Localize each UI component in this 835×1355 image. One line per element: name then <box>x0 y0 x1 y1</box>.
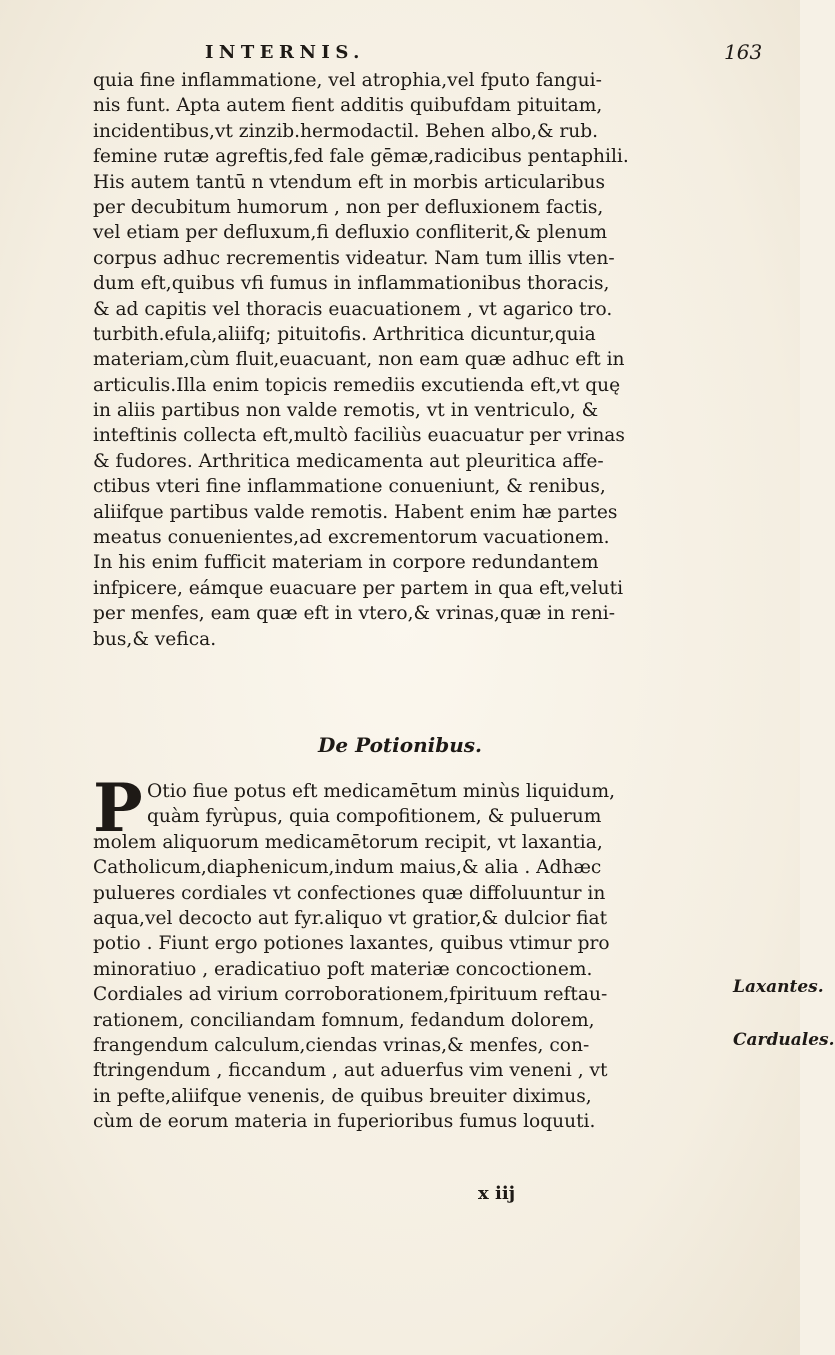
text-line: His autem tantū n vtendum eft in morbis articularibus <box>93 171 606 193</box>
text-line: pulueres cordiales vt confectiones quæ diffoluuntur in <box>93 882 606 904</box>
text-line: cùm de eorum materia in fuperioribus fumus loquuti. <box>93 1111 596 1133</box>
paragraph-2 <box>93 769 743 1134</box>
text-line: incidentibus,vt zinzib.hermodactil. Behen albo,& rub. <box>93 120 599 142</box>
text-line: in pefte,aliifque venenis, de quibus breuiter diximus, <box>93 1085 592 1107</box>
text-line: & ad capitis vel thoracis euacuationem , vt agarico tro. <box>93 298 613 320</box>
text-line: molem aliquorum medicamētorum recipit, vt laxantia, <box>93 831 603 853</box>
running-title: INTERNIS. <box>205 42 365 63</box>
marginal-note-laxantes: Laxantes. <box>733 977 824 997</box>
signature-mark: x iij <box>478 1183 516 1204</box>
text-line: rationem, conciliandam fomnum, fedandum dolorem, <box>93 1009 595 1031</box>
text-line: nis funt. Apta autem fient additis quibufdam pituitam, <box>93 95 603 117</box>
text-line: Catholicum,diaphenicum,indum maius,& alia . Adhæc <box>93 857 602 879</box>
text-line: potio . Fiunt ergo potiones laxantes, quibus vtimur pro <box>93 933 610 955</box>
text-line: Otio fiue potus eft medicamētum minùs liquidum, <box>147 781 616 802</box>
text-line: quàm fyrùpus, quia compofitionem, & puluerum <box>147 806 602 828</box>
text-line: ftringendum , ficcandum , aut aduerfus vim veneni , vt <box>93 1060 608 1082</box>
page-header <box>0 34 800 68</box>
text-line: femine rutæ agreftis,fed fale gēmæ,radicibus pentaphili. <box>93 146 629 168</box>
marginal-note-carduales: Carduales. <box>733 1030 835 1050</box>
drop-cap: P <box>93 769 143 847</box>
text-line: minoratiuo , eradicatiuo poft materiæ concoctionem. <box>93 958 593 980</box>
text-line: vel etiam per defluxum,fi defluxio confliterit,& plenum <box>93 222 608 244</box>
text-line: in aliis partibus non valde remotis, vt in ventriculo, & <box>93 400 599 422</box>
text-line: per menfes, eam quæ eft in vtero,& vrinas,quæ in reni- <box>93 603 616 625</box>
text-line: aliifque partibus valde remotis. Habent enim hæ partes <box>93 501 618 523</box>
text-line: frangendum calculum,ciendas vrinas,& menfes, con- <box>93 1034 590 1056</box>
text-line: articulis.Illa enim topicis remediis excutienda eft,vt quę <box>93 374 621 396</box>
section-heading: De Potionibus. <box>318 733 482 757</box>
text-line: Cordiales ad virium corroborationem,fpirituum reftau- <box>93 984 608 1006</box>
text-line: inteftinis collecta eft,multò faciliùs euacuatur per vrinas <box>93 425 625 447</box>
text-line: infpicere, eámque euacuare per partem in qua eft,veluti <box>93 577 624 599</box>
text-line: & fudores. Arthritica medicamenta aut pleuritica affe- <box>93 450 604 472</box>
paragraph-1 <box>93 68 733 652</box>
text-line: per decubitum humorum , non per defluxionem factis, <box>93 196 604 218</box>
text-line: meatus conuenientes,ad excrementorum vacuationem. <box>93 527 610 549</box>
text-line: turbith.efula,aliifq; pituitofis. Arthritica dicuntur,quia <box>93 323 596 345</box>
text-line: quia fine inflammatione, vel atrophia,vel fputo fangui- <box>93 70 602 91</box>
text-line: corpus adhuc recrementis videatur. Nam tum illis vten- <box>93 247 615 269</box>
text-line: materiam,cùm fluit,euacuant, non eam quæ adhuc eft in <box>93 349 625 371</box>
text-line: In his enim fufficit materiam in corpore redundantem <box>93 552 599 574</box>
text-line: dum eft,quibus vfi fumus in inflammationibus thoracis, <box>93 273 610 295</box>
text-line: aqua,vel decocto aut fyr.aliquo vt gratior,& dulcior fiat <box>93 907 608 929</box>
text-line: ctibus vteri fine inflammatione conueniunt, & renibus, <box>93 476 606 498</box>
page-number: 163 <box>724 40 763 64</box>
text-line: bus,& vefica. <box>93 628 217 650</box>
